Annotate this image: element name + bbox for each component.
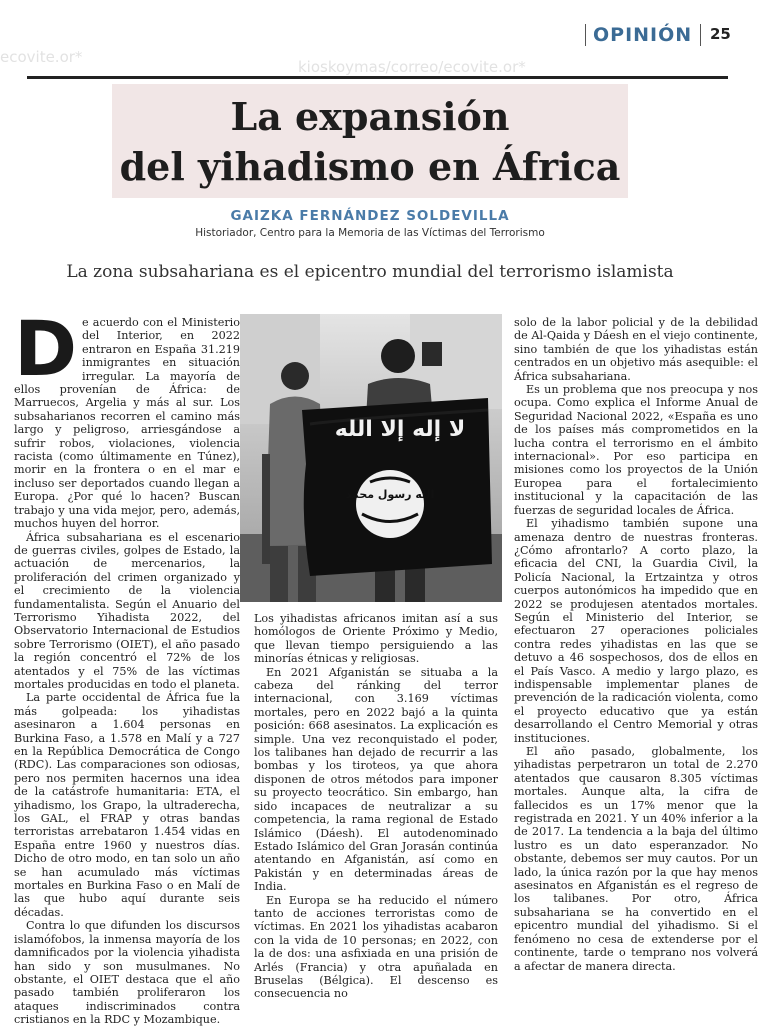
watermark: ecovite.or*	[0, 48, 83, 66]
section-divider	[700, 24, 701, 46]
watermark: kioskoymas/correo/ecovite.or*	[298, 58, 526, 76]
article-column-1	[14, 304, 240, 1027]
flag-text: لا إله إلا الله	[334, 417, 466, 442]
section-label: OPINIÓN	[593, 24, 693, 46]
page-number: 25	[710, 25, 731, 43]
paragraph: Los yihadistas africanos imitan así a sus homólogos de Oriente Próximo y Medio, que llevan tiempo persiguiendo a las minorías étnicas y religiosas.	[254, 612, 498, 666]
section-divider	[585, 24, 586, 46]
paragraph: El yihadismo también supone una amenaza dentro de nuestras fronteras. ¿Cómo afrontarlo? A corto plazo, la eficacia del CNI, la Guardia Civil, la Policía Nacional, la Ertzaintza y otros cuerpos autonómicos ha impedido que en 2022 se produjesen atentados mortales. Según el Ministerio del Interior, se efectuaron 27 operaciones policiales contra redes yihadistas en las que se detuvo a 46 sospechosos, dos de ellos en el País Vasco. A medio y largo plazo, es indispensable implementar planes de prevención de la radicación violenta, como el proyecto educativo que ya están desarrollando el Centro Memorial y otras instituciones.	[514, 517, 758, 745]
author-bio: Historiador, Centro para la Memoria de las Víctimas del Terrorismo	[195, 227, 545, 239]
headline-line-2: del yihadismo en África	[119, 144, 621, 189]
paragraph: África subsahariana es el escenario de guerras civiles, golpes de Estado, la actuación de mercenarios, la proliferación del crimen organizado y el crecimiento de la violencia fundamentalista. Según el Anuario del Terrorismo Yihadista 2022, del Observatorio Internacional de Estudios sobre Terrorismo (OIET), el año pasado la región concentró el 72% de los atentados y el 75% de las víctimas mortales producidas en todo el planeta.	[14, 530, 240, 691]
paragraph: En Europa se ha reducido el número tanto de acciones terroristas como de víctimas. En 2021 los yihadistas acabaron con la vida de 10 personas; en 2022, con la de dos: una asfixiada en una prisión de Arlés (Francia) y otra apuñalada en Bruselas (Bélgica). El descenso es consecuencia no	[254, 893, 498, 1001]
top-rule	[27, 76, 728, 79]
article-column-3	[514, 316, 758, 973]
paragraph: Es un problema que nos preocupa y nos ocupa. Como explica el Informe Anual de Seguridad Nacional 2022, «España es uno de los países más comprometidos en la lucha contra el terrorismo en el ámbito internacional». Por eso participa en misiones como los proyectos de la Unión Europea para el fortalecimiento institucional y la capacitación de las fuerzas de seguridad locales de África.	[514, 383, 758, 517]
author-name: GAIZKA FERNÁNDEZ SOLDEVILLA	[230, 208, 510, 224]
headline-line-1: La expansión	[230, 94, 510, 139]
headline	[112, 92, 628, 192]
article-column-2	[254, 612, 498, 1001]
seal-text: الله رسول محمد	[345, 488, 435, 501]
paragraph: La parte occidental de África fue la más golpeada: los yihadistas asesinaron a 1.604 personas en Burkina Faso, a 1.578 en Malí y a 727 en la República Democrática de Congo (RDC). Las comparaciones son odiosas, pero nos permiten hacernos una idea de la catástrofe humanitaria: ETA, el yihadismo, los Grapo, la ultraderecha, los GAL, el FRAP y otras bandas terroristas arrebataron 1.454 vidas en España entre 1960 y nuestros días. Dicho de otro modo, en tan solo un año se han acumulado más víctimas mortales en Burkina Faso o en Malí de las que hubo aquí durante seis décadas.	[14, 691, 240, 919]
article-photo	[240, 314, 502, 602]
paragraph: En 2021 Afganistán se situaba a la cabeza del ránking del terror internacional, con 3.169 víctimas mortales, pero en 2022 bajó a la quinta posición: 668 asesinatos. La explicación es simple. Una vez reconquistado el poder, los talibanes han dejado de recurrir a las bombas y los tiroteos, ya que ahora disponen de otros métodos para imponer su proyecto teocrático. Sin embargo, han sido incapaces de neutralizar a su competencia, la rama regional de Estado Islámico (Dáesh). El autodenominado Estado Islámico del Gran Jorasán continúa atentando en Afganistán, así como en Pakistán y en determinadas áreas de India.	[254, 665, 498, 894]
page-header	[0, 18, 763, 58]
subtitle: La zona subsahariana es el epicentro mundial del terrorismo islamista	[66, 262, 674, 282]
photo-illustration	[240, 314, 502, 602]
dropcap: D	[14, 304, 78, 393]
paragraph: solo de la labor policial y de la debilidad de Al-Qaida y Dáesh en el viejo continente, sino también de que los yihadistas están centrados en un objetivo más asequible: el África subsahariana.	[514, 316, 758, 383]
paragraph: e acuerdo con el Ministerio del Interior, en 2022 entraron en España 31.219 inmigrantes en situación irregular. La mayoría de ellos provenían de África: de Marruecos, Argelia y más al sur. Los subsaharianos recorren el camino más largo y peligroso, arriesgándose a sufrir robos, violaciones, violencia racista (como últimamente en Túnez), morir en la frontera o en el mar e incluso ser deportados cuando llegan a Europa. ¿Por qué lo hacen? Buscan trabajo y una vida mejor, pero, además, muchos huyen del horror.	[14, 316, 240, 531]
paragraph: Contra lo que difunden los discursos islamófobos, la inmensa mayoría de los damnificados por la violencia yihadista han sido y son musulmanes. No obstante, el OIET destaca que el año pasado también proliferaron los ataques indiscriminados contra cristianos en la RDC y Mozambique.	[14, 919, 240, 1027]
paragraph: El año pasado, globalmente, los yihadistas perpetraron un total de 2.270 atentados que causaron 8.305 víctimas mortales. Aunque alta, la cifra de fallecidos es un 17% menor que la registrada en 2021. Y un 40% inferior a la de 2017. La tendencia a la baja del último lustro es un dato esperanzador. No obstante, debemos ser muy cautos. Por un lado, la única razón por la que hay menos asesinatos en Afganistán es el regreso de los talibanes. Por otro, África subsahariana se ha convertido en el epicentro mundial del yihadismo. Si el fenómeno no cesa de extenderse por el continente, tarde o temprano nos volverá a afectar de manera directa.	[514, 745, 758, 973]
